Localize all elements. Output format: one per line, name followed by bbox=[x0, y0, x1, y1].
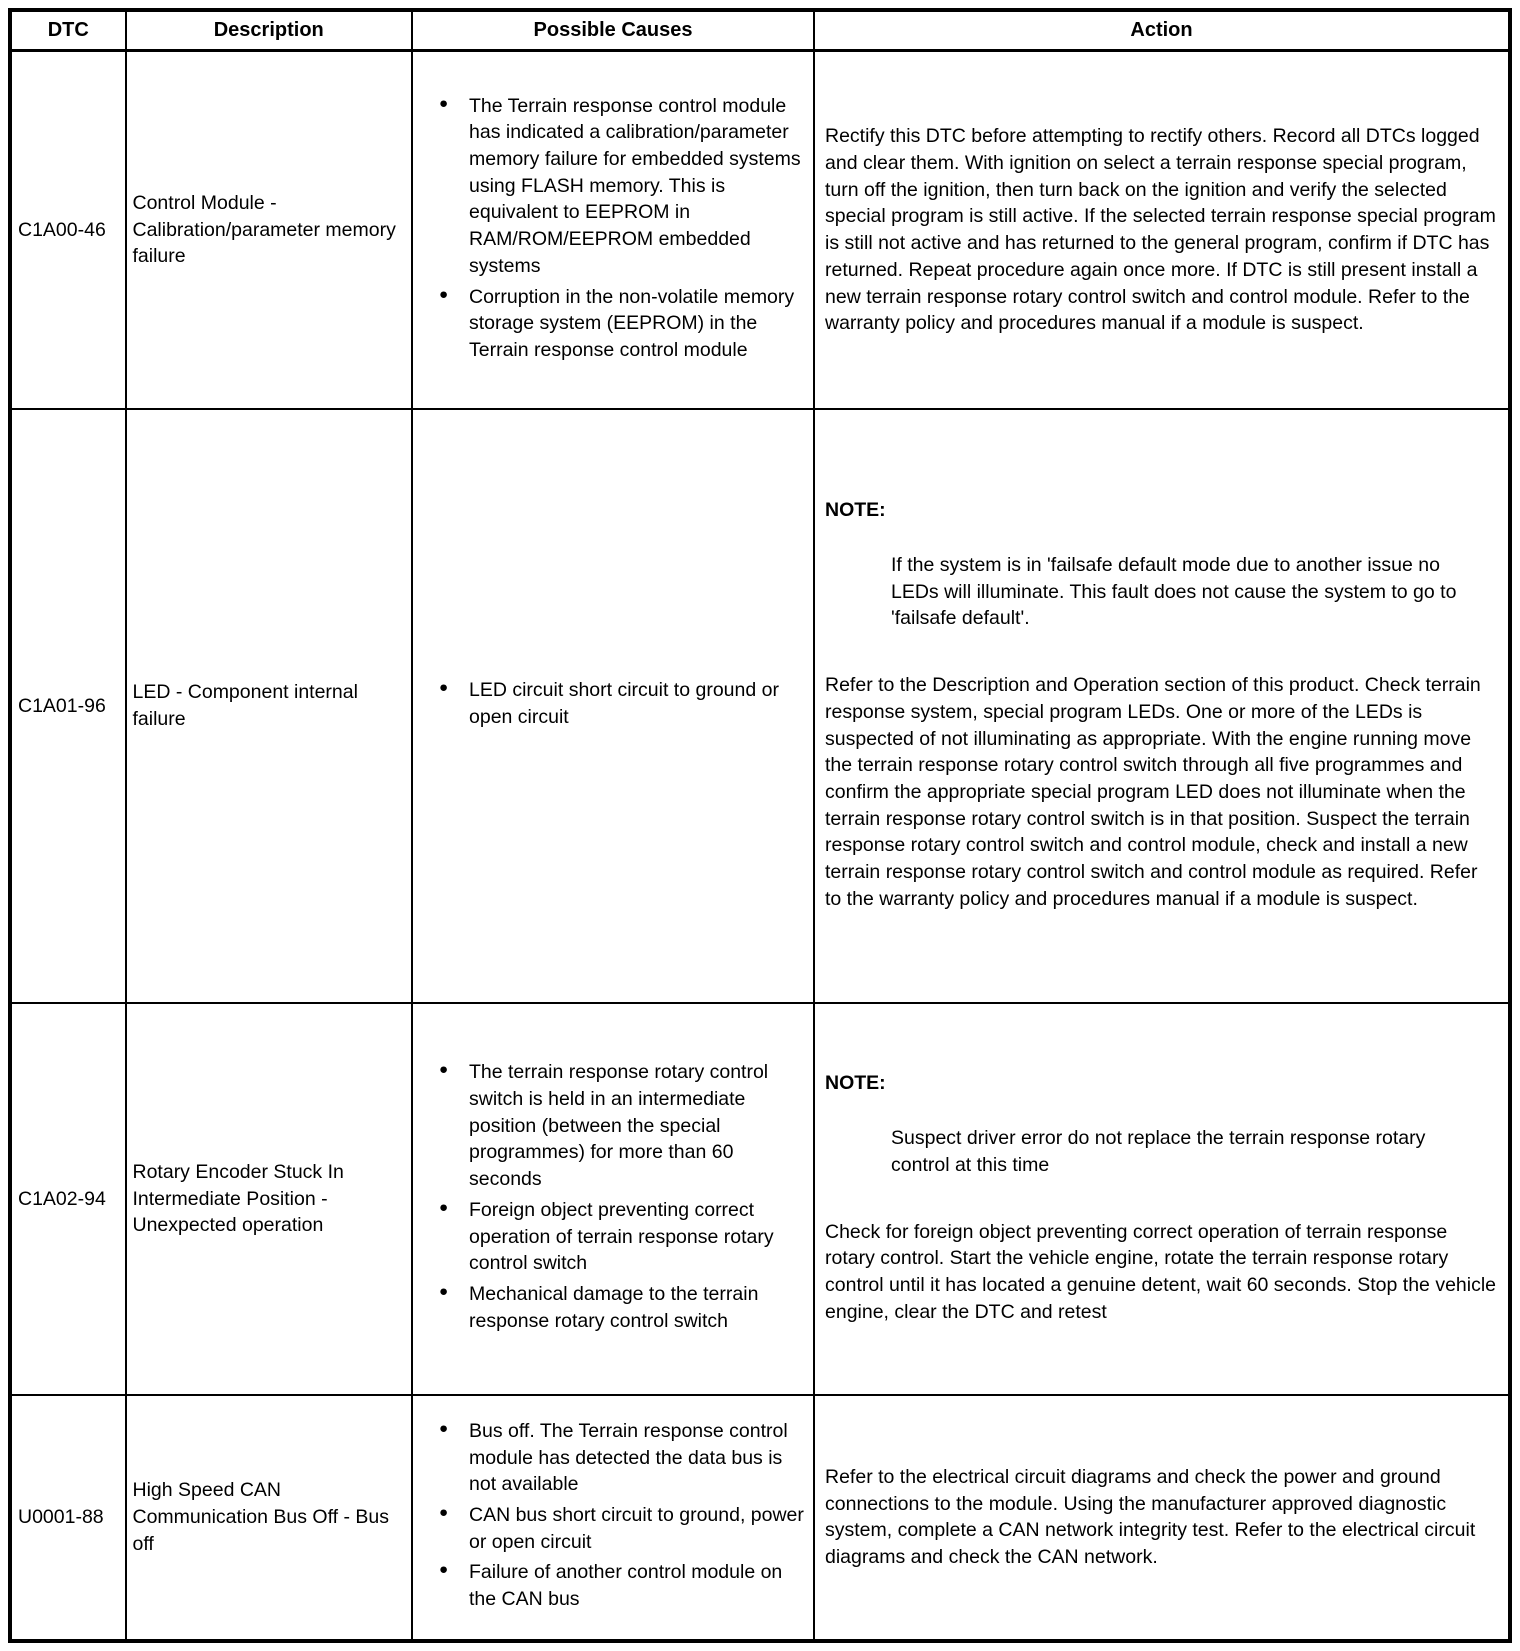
dtc-table-body bbox=[10, 51, 1510, 1641]
action-cell bbox=[814, 409, 1510, 1003]
cause-item: ● Mechanical damage to the terrain response rotary control switch bbox=[423, 1281, 807, 1334]
header-cell-dtc: DTC bbox=[10, 10, 126, 51]
action-note-body: Suspect driver error do not replace the terrain response rotary control at this time bbox=[891, 1127, 1426, 1176]
dtc-code: C1A01-96 bbox=[10, 409, 126, 1003]
cause-item: ● The Terrain response control module has indicated a calibration/parameter memory failure for embedded systems using FLASH memory. This is equivalent to EEPROM in RAM/ROM/EEPROM embedded systems bbox=[423, 93, 807, 280]
cause-item: ● Foreign object preventing correct operation of terrain response rotary control switch bbox=[423, 1197, 807, 1277]
action-note-heading: NOTE: bbox=[825, 499, 886, 522]
action-note-body: If the system is in 'failsafe default mode due to another issue no LEDs will illuminate. This fault does not cause the system to go to 'failsafe default'. bbox=[891, 554, 1457, 630]
dtc-table bbox=[8, 8, 1512, 1643]
action-paragraph: Refer to the Description and Operation section of this product. Check terrain response system, special program LEDs. One or more of the LEDs is suspected of not illuminating as appropriate. With the engine running move the terrain response rotary control switch through all five programmes and confirm the appropriate special program LED does not illuminate when the terrain response rotary control switch is in that position. Suspect the terrain response rotary control switch and control module, check and install a new terrain response rotary control switch and control module as required. Refer to the warranty policy and procedures manual if a module is suspect. bbox=[825, 674, 1481, 910]
header-cell-description: Description bbox=[126, 10, 413, 51]
dtc-code: U0001-88 bbox=[10, 1395, 126, 1641]
cause-item: ● Corruption in the non-volatile memory storage system (EEPROM) in the Terrain response control module bbox=[423, 284, 807, 364]
table-row bbox=[10, 1395, 1510, 1641]
possible-causes-cell bbox=[412, 409, 814, 1003]
table-row bbox=[10, 409, 1510, 1003]
dtc-description: High Speed CAN Communication Bus Off - Bus off bbox=[126, 1395, 413, 1641]
action-paragraph: Refer to the electrical circuit diagrams and check the power and ground connections to the module. Using the manufacturer approved diagnostic system, complete a CAN network integrity test. Refer to the electrical circuit diagrams and check the CAN network. bbox=[825, 1465, 1476, 1569]
cause-item: ● Bus off. The Terrain response control module has detected the data bus is not available bbox=[423, 1418, 807, 1498]
dtc-description: Control Module - Calibration/parameter memory failure bbox=[126, 51, 413, 409]
cause-item: ● Failure of another control module on the CAN bus bbox=[423, 1559, 807, 1612]
dtc-description: LED - Component internal failure bbox=[126, 409, 413, 1003]
cause-item: ● LED circuit short circuit to ground or open circuit bbox=[423, 677, 807, 730]
action-paragraph: Check for foreign object preventing correct operation of terrain response rotary control. Start the vehicle engine, rotate the terrain response rotary control until it has located a genuine detent, wait 60 seconds. Stop the vehicle engine, clear the DTC and retest bbox=[825, 1220, 1497, 1323]
dtc-code: C1A00-46 bbox=[10, 51, 126, 409]
causes-list bbox=[423, 93, 807, 364]
dtc-code: C1A02-94 bbox=[10, 1003, 126, 1395]
action-cell bbox=[814, 1395, 1510, 1641]
action-cell bbox=[814, 1003, 1510, 1395]
action-cell bbox=[814, 51, 1510, 409]
header-cell-action: Action bbox=[814, 10, 1510, 51]
causes-list bbox=[423, 1418, 807, 1613]
cause-item: ● The terrain response rotary control switch is held in an intermediate position (between the special programmes) for more than 60 seconds bbox=[423, 1059, 807, 1193]
causes-list bbox=[423, 677, 807, 730]
header-cell-possible-causes: Possible Causes bbox=[412, 10, 814, 51]
possible-causes-cell bbox=[412, 1003, 814, 1395]
dtc-description: Rotary Encoder Stuck In Intermediate Position - Unexpected operation bbox=[126, 1003, 413, 1395]
table-row bbox=[10, 51, 1510, 409]
cause-item: ● CAN bus short circuit to ground, power or open circuit bbox=[423, 1502, 807, 1555]
table-row bbox=[10, 1003, 1510, 1395]
action-note-heading: NOTE: bbox=[825, 1072, 886, 1095]
possible-causes-cell bbox=[412, 1395, 814, 1641]
header-row bbox=[10, 10, 1510, 51]
dtc-table-header bbox=[10, 10, 1510, 51]
possible-causes-cell bbox=[412, 51, 814, 409]
causes-list bbox=[423, 1059, 807, 1334]
action-paragraph: Rectify this DTC before attempting to rectify others. Record all DTCs logged and clear them. With ignition on select a terrain response special program, turn off the ignition, then turn back on the ignition and verify the selected special program is still active. If the selected terrain response special program is still not active and has returned to the general program, confirm if DTC has returned. Repeat procedure again once more. If DTC is still present install a new terrain response rotary control switch and control module. Refer to the warranty policy and procedures manual if a module is suspect. bbox=[825, 125, 1496, 335]
